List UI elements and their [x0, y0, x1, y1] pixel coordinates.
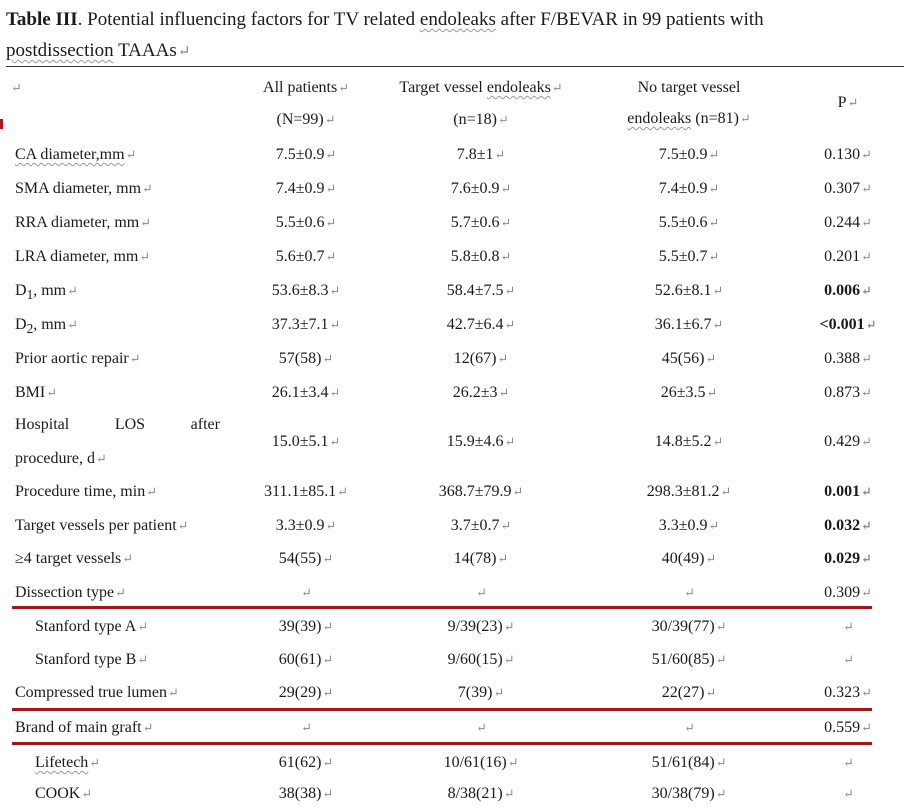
row-label: COOK↵ [35, 785, 93, 802]
cell-target-vessel: 7.6±0.9↵ [450, 180, 512, 197]
cell-no-target-vessel: 40(49)↵ [661, 550, 717, 567]
cell-p-value: ↵ [843, 653, 854, 667]
paragraph-mark: ↵ [11, 81, 22, 95]
table-row [0, 777, 906, 811]
header-all-patients: All patients↵ (N=99)↵ [263, 79, 349, 128]
caption-word-postdissection: postdissection [6, 40, 114, 61]
cell-p-value: ↵ [843, 787, 854, 801]
cell-no-target-vessel: 5.5±0.6↵ [658, 214, 720, 231]
cell-p-value: 0.029↵ [824, 550, 872, 567]
row-label: CA diameter,mm↵ [15, 146, 137, 163]
cell-p-value: 0.429↵ [824, 433, 872, 450]
cell-no-target-vessel: 7.5±0.9↵ [658, 146, 720, 163]
table-row [0, 643, 906, 677]
cell-no-target-vessel: 14.8±5.2↵ [654, 433, 724, 450]
caption-word-endoleaks: endoleaks [419, 9, 496, 30]
cell-no-target-vessel: 45(56)↵ [661, 350, 717, 367]
cell-no-target-vessel: 36.1±6.7↵ [654, 316, 724, 333]
header-target-vessel-endoleaks: Target vessel endoleaks↵ (n=18)↵ [399, 79, 563, 128]
table-row [0, 746, 906, 780]
paragraph-mark: ↵ [177, 43, 191, 60]
cell-all-patients: 311.1±85.1↵ [264, 483, 348, 500]
cell-p-value: 0.201↵ [824, 248, 872, 265]
table-row [0, 342, 906, 376]
header-p-value: P↵ [837, 94, 859, 111]
cell-p-value: 0.388↵ [824, 350, 872, 367]
table-row [0, 308, 906, 342]
header-no-target-vessel-endoleaks: No target vessel endoleaks (n=81)↵ [627, 79, 751, 127]
row-label: Dissection type↵ [15, 584, 126, 601]
cell-all-patients: 57(58)↵ [278, 350, 334, 367]
cell-no-target-vessel: 7.4±0.9↵ [658, 180, 720, 197]
row-label: LRA diameter, mm↵ [15, 248, 151, 265]
row-label: Procedure time, min↵ [15, 483, 157, 500]
cell-target-vessel: 3.7±0.7↵ [450, 517, 512, 534]
table-caption [6, 4, 902, 67]
cell-target-vessel: 42.7±6.4↵ [446, 316, 516, 333]
cell-target-vessel: 9/60(15)↵ [447, 651, 515, 668]
cell-p-value: 0.130↵ [824, 146, 872, 163]
table-row [0, 711, 906, 745]
row-label: Target vessels per patient↵ [15, 517, 189, 534]
cell-target-vessel: 26.2±3↵ [452, 384, 510, 401]
cell-target-vessel: 58.4±7.5↵ [446, 282, 516, 299]
cell-all-patients: ↵ [301, 721, 312, 735]
cell-target-vessel: 7(39)↵ [457, 684, 505, 701]
table-row [0, 542, 906, 576]
cell-p-value: 0.309↵ [824, 584, 872, 601]
row-label: BMI↵ [15, 384, 57, 401]
cell-p-value: 0.323↵ [824, 684, 872, 701]
cell-target-vessel: 9/39(23)↵ [447, 618, 515, 635]
cell-no-target-vessel: 3.3±0.9↵ [658, 517, 720, 534]
cell-no-target-vessel: 5.5±0.7↵ [658, 248, 720, 265]
row-label: SMA diameter, mm↵ [15, 180, 153, 197]
cell-all-patients: 37.3±7.1↵ [271, 316, 341, 333]
table-row [0, 509, 906, 543]
cell-p-value: 0.001↵ [824, 483, 872, 500]
cell-all-patients: 26.1±3.4↵ [271, 384, 341, 401]
cell-no-target-vessel: 298.3±81.2↵ [646, 483, 732, 500]
cell-all-patients: 29(29)↵ [278, 684, 334, 701]
cell-p-value: ↵ [843, 756, 854, 770]
cell-no-target-vessel: 22(27)↵ [661, 684, 717, 701]
cell-all-patients: 15.0±5.1↵ [271, 433, 341, 450]
cell-p-value: 0.873↵ [824, 384, 872, 401]
cell-target-vessel: 12(67)↵ [453, 350, 509, 367]
cell-all-patients: 60(61)↵ [278, 651, 334, 668]
cell-no-target-vessel: 51/60(85)↵ [651, 651, 727, 668]
table-row [0, 610, 906, 644]
row-label: $D_2$, mm↵ [15, 316, 78, 337]
cell-target-vessel: 5.8±0.8↵ [450, 248, 512, 265]
row-label: Compressed true lumen↵ [15, 684, 179, 701]
table-row [0, 240, 906, 274]
table-row [0, 172, 906, 206]
cell-no-target-vessel: ↵ [684, 721, 695, 735]
cell-all-patients: 5.5±0.6↵ [275, 214, 337, 231]
cell-all-patients: 38(38)↵ [278, 785, 334, 802]
caption-text-1: . Potential influencing factors for TV related [77, 9, 420, 30]
row-label: Lifetech↵ [35, 754, 101, 771]
cell-all-patients: ↵ [301, 586, 312, 600]
cell-target-vessel: 8/38(21)↵ [447, 785, 515, 802]
cell-all-patients: 3.3±0.9↵ [275, 517, 337, 534]
cell-p-value: ↵ [843, 620, 854, 634]
annotation-underline [12, 606, 872, 609]
caption-text-3: TAAAs [113, 40, 177, 61]
caption-text-2: after F/BEVAR in 99 patients with [495, 9, 764, 30]
cell-no-target-vessel: 51/61(84)↵ [651, 754, 727, 771]
table-row [0, 274, 906, 308]
cell-all-patients: 7.4±0.9↵ [275, 180, 337, 197]
cell-target-vessel: 368.7±79.9↵ [438, 483, 524, 500]
cell-target-vessel: 15.9±4.6↵ [446, 433, 516, 450]
table-row [0, 206, 906, 240]
cell-p-value: 0.559↵ [824, 719, 872, 736]
cell-target-vessel: 7.8±1↵ [456, 146, 506, 163]
table-row [0, 475, 906, 509]
cell-target-vessel: ↵ [476, 721, 487, 735]
cell-target-vessel: 14(78)↵ [453, 550, 509, 567]
cell-p-value: 0.006↵ [824, 282, 872, 299]
cell-no-target-vessel: 30/39(77)↵ [651, 618, 727, 635]
header-empty-cell [10, 72, 50, 104]
cell-p-value: <0.001↵ [819, 316, 877, 333]
cell-all-patients: 39(39)↵ [278, 618, 334, 635]
table-row [0, 138, 906, 172]
row-label: RRA diameter, mm↵ [15, 214, 151, 231]
cell-target-vessel: 5.7±0.6↵ [450, 214, 512, 231]
row-label: Prior aortic repair↵ [15, 350, 141, 367]
table-row [0, 376, 906, 410]
cell-all-patients: 61(62)↵ [278, 754, 334, 771]
cell-p-value: 0.244↵ [824, 214, 872, 231]
row-label: Stanford type B↵ [35, 651, 149, 668]
row-label: Stanford type A↵ [35, 618, 149, 635]
table-top-rule [6, 66, 904, 67]
row-label: Brand of main graft↵ [15, 719, 154, 736]
row-label: ≥4 target vessels↵ [15, 550, 133, 567]
cell-no-target-vessel: 52.6±8.1↵ [654, 282, 724, 299]
cell-target-vessel: ↵ [476, 586, 487, 600]
cell-no-target-vessel: ↵ [684, 586, 695, 600]
cell-no-target-vessel: 30/38(79)↵ [651, 785, 727, 802]
table-row [0, 576, 906, 610]
table-row [0, 408, 906, 476]
cell-all-patients: 7.5±0.9↵ [275, 146, 337, 163]
row-label: $D_1$, mm↵ [15, 282, 78, 303]
cell-all-patients: 5.6±0.7↵ [275, 248, 337, 265]
cell-all-patients: 54(55)↵ [278, 550, 334, 567]
cell-p-value: 0.307↵ [824, 180, 872, 197]
cell-no-target-vessel: 26±3.5↵ [660, 384, 718, 401]
cell-all-patients: 53.6±8.3↵ [271, 282, 341, 299]
cell-target-vessel: 10/61(16)↵ [443, 754, 519, 771]
annotation-underline [12, 742, 872, 745]
caption-label: Table III [6, 9, 78, 30]
margin-change-mark [0, 119, 3, 129]
table-row [0, 676, 906, 710]
cell-p-value: 0.032↵ [824, 517, 872, 534]
row-label: Hospital LOS after procedure, d↵ [15, 416, 220, 467]
